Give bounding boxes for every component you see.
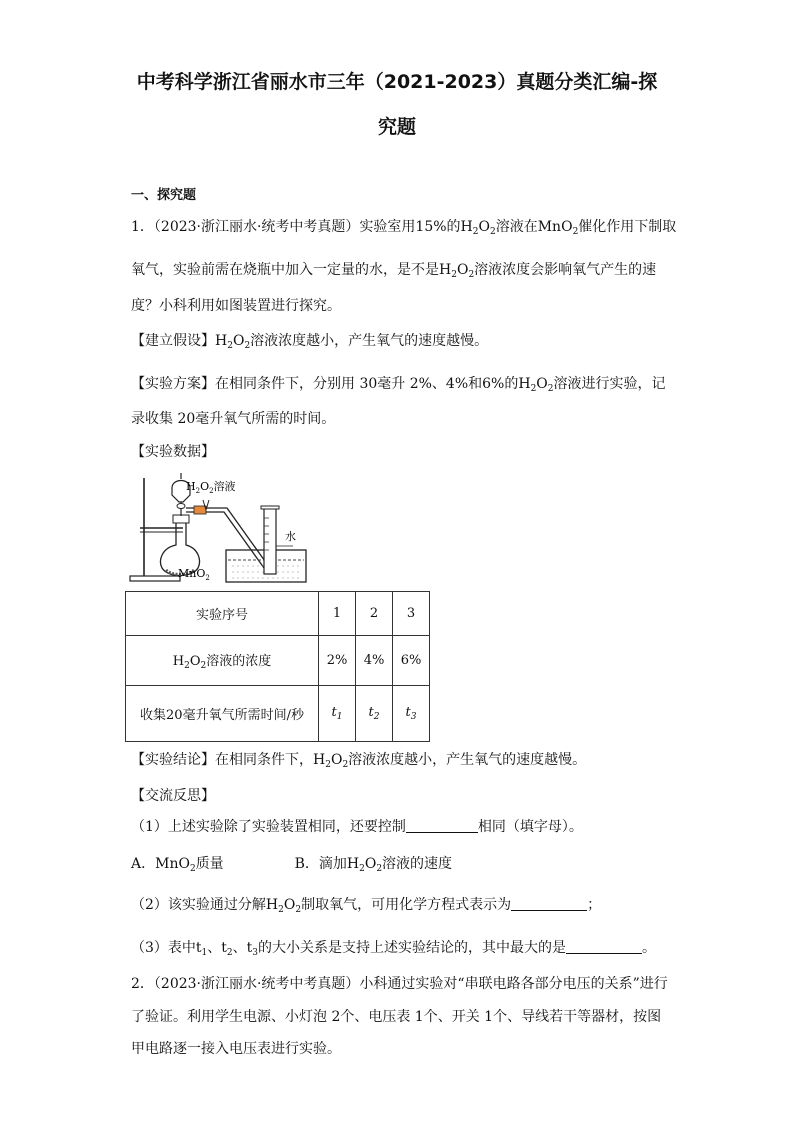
q1-line3: 度？小科利用如图装置进行探究。 — [131, 298, 341, 314]
section-heading: 一、探究题 — [131, 188, 197, 203]
answer-blank[interactable] — [511, 896, 587, 911]
q1-line1: 1．（2023·浙江丽水·统考中考真题）实验室用15%的$H_2O_2$溶液在MnO$_2$催化作用下制取 — [131, 219, 677, 237]
part3: （3）表中$t_1$、$t_2$、$t_3$的大小关系是支持上述实验结论的，其中最大的是 。 — [131, 940, 657, 958]
svg-text:MnO2: MnO$_2$ — [178, 567, 210, 582]
answer-blank[interactable] — [406, 818, 478, 833]
table-row: 实验序号 1 2 3 — [126, 592, 430, 636]
answer-blank[interactable] — [566, 939, 642, 954]
data-heading: 【实验数据】 — [131, 444, 215, 460]
doc-title-line2: 究题 — [377, 116, 416, 138]
svg-text:水: 水 — [285, 530, 296, 543]
reflection-heading: 【交流反思】 — [131, 788, 215, 804]
q2-line1: 2．（2023·浙江丽水·统考中考真题）小科通过实验对“串联电路各部分电压的关系”进行 — [131, 976, 668, 992]
part1: （1）上述实验除了实验装置相同，还要控制 相同（填字母）。 — [131, 819, 583, 835]
hypothesis: 【建立假设】$H_2O_2$溶液浓度越小，产生氧气的速度越慢。 — [131, 333, 489, 351]
q2-line3: 甲电路逐一接入电压表进行实验。 — [131, 1041, 341, 1057]
q2-line2: 了验证。利用学生电源、小灯泡 2个、电压表 1个、开关 1个、导线若干等器材，按图 — [131, 1009, 662, 1025]
table-row: 收集20毫升氧气所需时间/秒 $t_1$ $t_2$ $t_3$ — [126, 686, 430, 742]
q1-line2: 氧气，实验前需在烧瓶中加入一定量的水，是不是$H_2O_2$溶液浓度会影响氧气产生的速 — [131, 262, 657, 280]
apparatus-figure — [128, 470, 318, 585]
data-table — [125, 591, 430, 742]
conclusion: 【实验结论】在相同条件下，$H_2O_2$溶液浓度越小，产生氧气的速度越慢。 — [131, 752, 587, 770]
svg-text:H2O2溶液: $H_2O_2$溶液 — [186, 480, 236, 495]
plan-line1: 【实验方案】在相同条件下，分别用 30毫升 2%、4%和6%的$H_2O_2$溶液进行实验，记 — [131, 376, 666, 394]
table-row: $H_2O_2$溶液的浓度 2% 4% 6% — [126, 636, 430, 686]
plan-line2: 录收集 20毫升氧气所需的时间。 — [131, 411, 336, 427]
doc-title-line1: 中考科学浙江省丽水市三年（2021-2023）真题分类汇编-探 — [136, 71, 658, 93]
part2: （2）该实验通过分解$H_2O_2$制取氧气，可用化学方程式表示为 ； — [131, 897, 602, 915]
options: A．MnO$_2$质量 B．滴加$H_2O_2$溶液的速度 — [131, 856, 453, 874]
